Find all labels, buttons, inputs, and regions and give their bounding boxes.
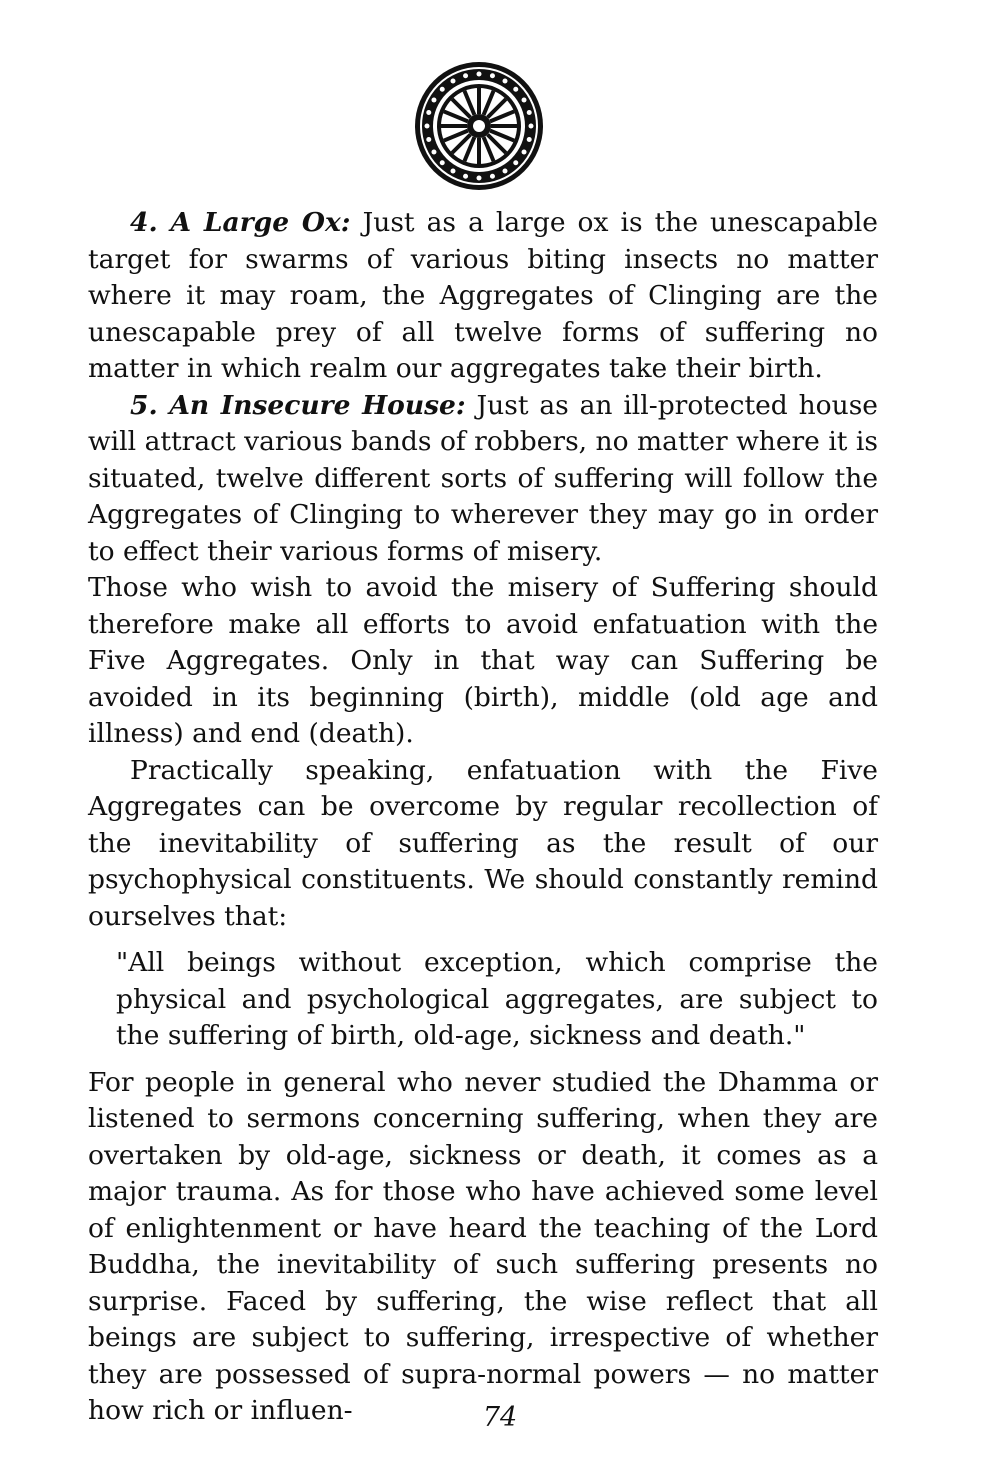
dhamma-wheel-icon	[413, 60, 545, 192]
item-label: 5. An Insecure House:	[130, 389, 466, 421]
page-number: 74	[482, 1402, 518, 1433]
paragraph: Practically speaking, enfatuation with the Five Aggregates can be overcome by regular recollection of the inevitability of suffering as the result of our psychophysical constituents. We should constantly remind ourselves that:	[88, 754, 878, 932]
paragraph: For people in general who never studied the Dhamma or listened to sermons concerning suffering, when they are overtaken by old-age, sickness or death, it comes as a major trauma. As for those who have achieved some level of enlightenment or have heard the teaching of the Lord Buddha, the inevitability of such suffering presents no surprise. Faced by suffering, the wise reflect that all beings are subject to suffering, irrespective of whether they are possessed of supra-normal powers — no matter how rich or influen-	[88, 1066, 878, 1426]
page-body	[88, 205, 878, 1430]
paragraph: Those who wish to avoid the misery of Suffering should therefore make all efforts to avoid enfatuation with the Five Aggregates. Only in that way can Suffering be avoided in its beginning (birth), middle (old age and illness) and end (death).	[88, 572, 878, 749]
item-text: Just as a large ox is the unescapable target for swarms of various biting insects no matter where it may roam, the Aggregates of Clinging are the unescapable prey of all twelve forms of suffering no matter in which realm our aggregates take their birth.	[88, 207, 878, 384]
item-text: Just as an ill-protected house will attract various bands of robbers, no matter where it is situated, twelve different sorts of suffering will follow the Aggregates of Clinging to wherever they may go in order to effect their various forms of misery.	[88, 389, 878, 567]
item-label: 4. A Large Ox:	[130, 207, 351, 238]
list-item	[88, 388, 878, 571]
block-quote: "All beings without exception, which comprise the physical and psychological aggregates, are subject to the suffering of birth, old-age, sickness and death."	[116, 947, 878, 1051]
list-item	[88, 205, 878, 388]
